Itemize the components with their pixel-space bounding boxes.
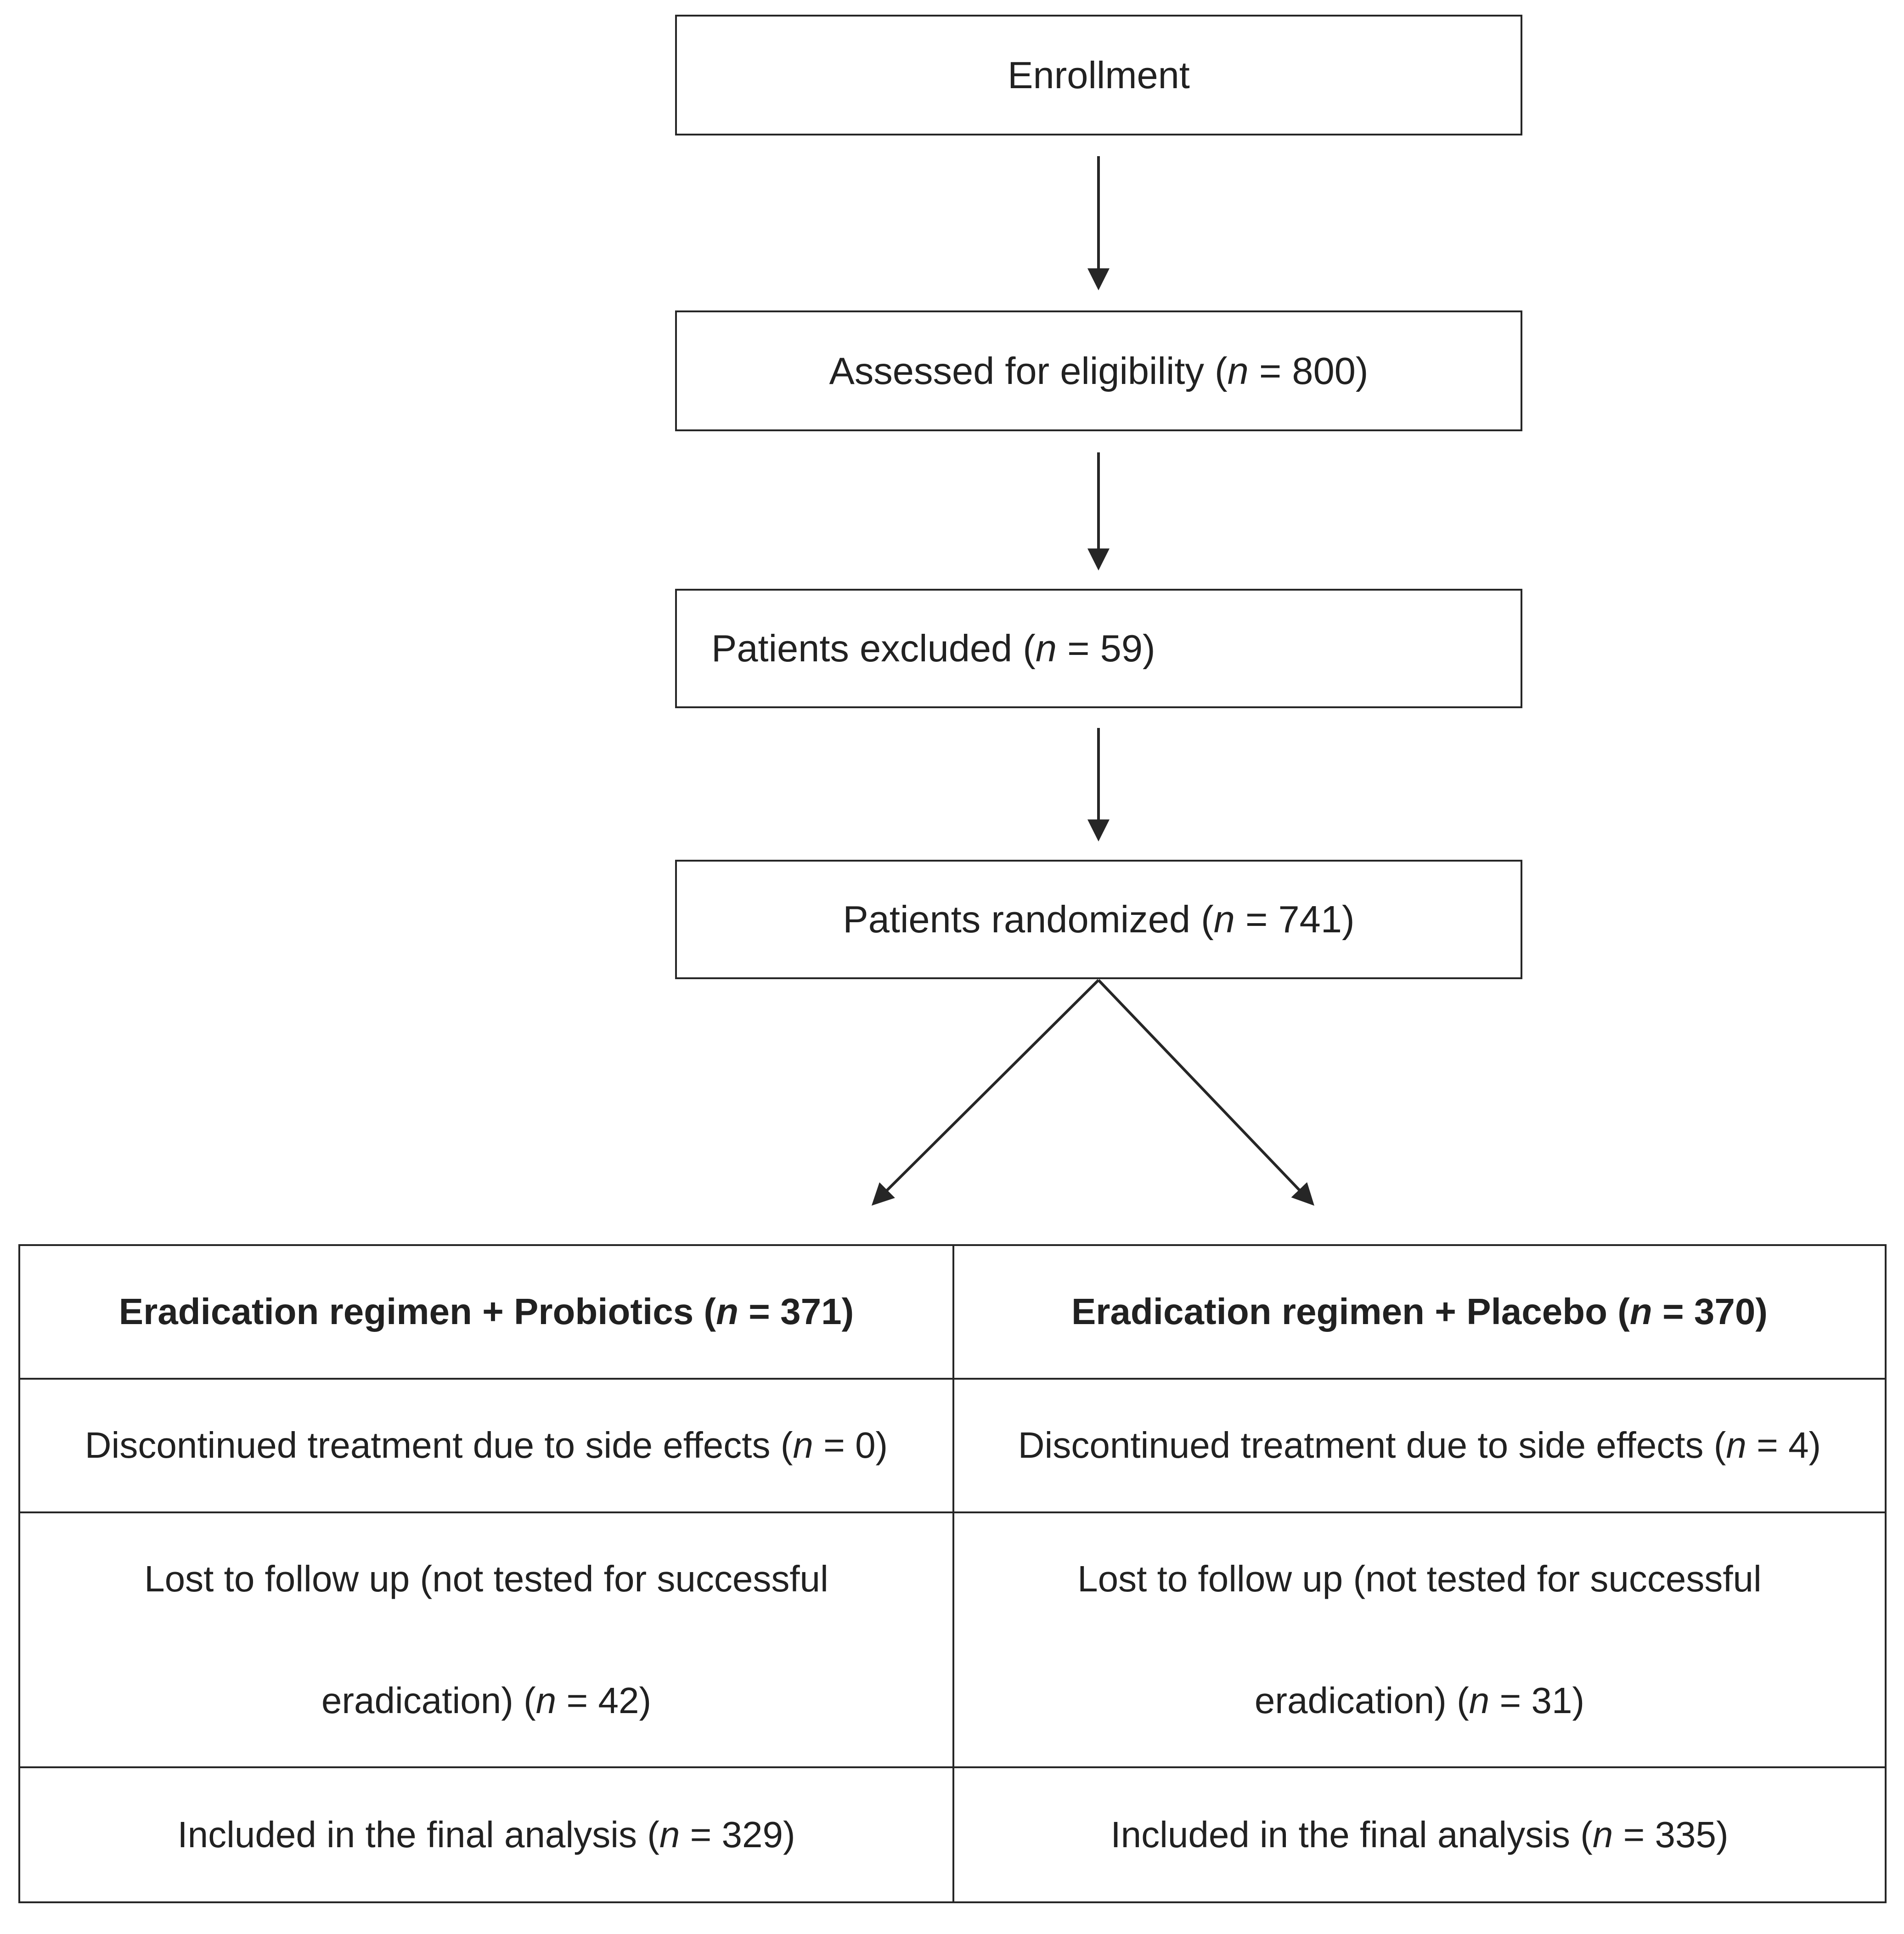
probiotics-lost-to-followup-cell xyxy=(20,1511,952,1766)
placebo-arm-header-cell xyxy=(952,1246,1885,1378)
patients-randomized-box xyxy=(675,860,1522,979)
assessed-for-eligibility-label: Assessed for eligibility (n = 800) xyxy=(829,349,1369,392)
placebo-lost-to-followup-cell xyxy=(952,1511,1885,1766)
arrow-randomized-to-placebo xyxy=(1098,980,1312,1203)
patients-excluded-label: Patients excluded (n = 59) xyxy=(711,627,1155,670)
placebo-discontinued-label: Discontinued treatment due to side effects (n = 4) xyxy=(1018,1425,1821,1466)
placebo-lost-line2: eradication) (n = 31) xyxy=(1254,1680,1585,1721)
probiotics-arm-header-cell xyxy=(20,1246,952,1378)
assessed-for-eligibility-box xyxy=(675,310,1522,431)
enrollment-box xyxy=(675,15,1522,135)
probiotics-discontinued-label: Discontinued treatment due to side effects (n = 0) xyxy=(84,1425,888,1466)
probiotics-discontinued-cell xyxy=(20,1378,952,1511)
placebo-final-analysis-cell xyxy=(952,1766,1885,1901)
placebo-final-analysis-label: Included in the final analysis (n = 335) xyxy=(1110,1814,1729,1855)
patients-randomized-label: Patients randomized (n = 741) xyxy=(843,898,1355,941)
probiotics-lost-line1: Lost to follow up (not tested for successful xyxy=(144,1558,828,1599)
placebo-arm-header-label: Eradication regimen + Placebo (n = 370) xyxy=(1071,1291,1768,1332)
probiotics-arm-header-label: Eradication regimen + Probiotics (n = 371) xyxy=(118,1291,854,1332)
enrollment-label: Enrollment xyxy=(1008,53,1190,96)
placebo-discontinued-cell xyxy=(952,1378,1885,1511)
probiotics-lost-line2: eradication) (n = 42) xyxy=(321,1680,652,1721)
allocation-table xyxy=(18,1244,1887,1903)
probiotics-final-analysis-label: Included in the final analysis (n = 329) xyxy=(177,1814,795,1855)
arrow-randomized-to-probiotics xyxy=(874,980,1098,1203)
patients-excluded-box xyxy=(675,589,1522,708)
probiotics-final-analysis-cell xyxy=(20,1766,952,1901)
placebo-lost-line1: Lost to follow up (not tested for successful xyxy=(1077,1558,1762,1599)
